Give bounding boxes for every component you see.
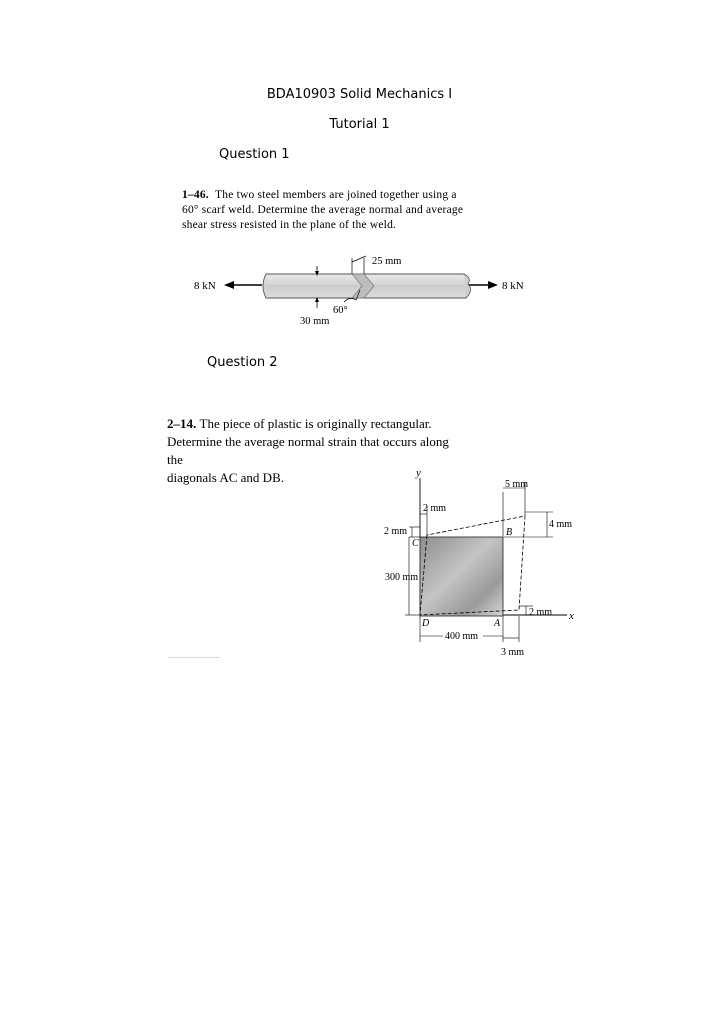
question-1-problem	[182, 188, 532, 233]
problem-text-line: The piece of plastic is originally rectangular.	[199, 416, 432, 431]
question-1-heading: Question 1	[219, 147, 290, 162]
problem-line-1	[167, 415, 467, 433]
dim-2mm-top: 2 mm	[423, 503, 447, 514]
dim-400mm: 400 mm	[445, 631, 479, 642]
dim-5mm: 5 mm	[505, 479, 529, 490]
point-label: A	[494, 618, 501, 629]
problem-line-1	[182, 188, 532, 203]
problem-text-line: Determine the average normal strain that occurs along the	[167, 434, 449, 467]
x-axis-label: x	[569, 610, 574, 622]
course-title: BDA10903 Solid Mechanics I	[266, 87, 453, 102]
force-left-label: 8 kN	[194, 280, 216, 292]
dim-4mm: 4 mm	[549, 519, 573, 530]
plastic-plate-figure	[375, 466, 585, 662]
left-force-arrow	[224, 281, 262, 289]
width-label: 25 mm	[372, 256, 402, 267]
force-right-label: 8 kN	[502, 280, 524, 292]
question-2-heading: Question 2	[207, 355, 278, 370]
dim-300mm: 300 mm	[385, 572, 419, 583]
right-force-arrow	[468, 281, 498, 289]
problem-text-line: shear stress resisted in the plane of the weld.	[182, 219, 397, 231]
problem-text-line: The two steel members are joined together using a	[215, 189, 457, 201]
point-label: B	[506, 527, 513, 538]
original-plate	[420, 537, 503, 616]
problem-number: 1–46.	[182, 189, 209, 201]
dim-2mm-left: 2 mm	[384, 526, 408, 537]
point-label: C	[412, 538, 419, 549]
problem-text-line: diagonals AC and DB.	[167, 470, 284, 485]
depth-label: 30 mm	[300, 316, 330, 327]
problem-number: 2–14.	[167, 416, 197, 431]
y-axis-label: y	[416, 467, 421, 479]
angle-label: 60°	[333, 305, 348, 316]
problem-text-line: 60° scarf weld. Determine the average normal and average	[182, 204, 464, 216]
point-label: D	[422, 618, 430, 629]
dim-2mm-right: 2 mm	[529, 607, 553, 618]
tutorial-title: Tutorial 1	[329, 117, 390, 132]
scarf-weld-figure	[180, 248, 540, 338]
scan-mark	[168, 657, 220, 658]
dim-3mm: 3 mm	[501, 647, 525, 658]
